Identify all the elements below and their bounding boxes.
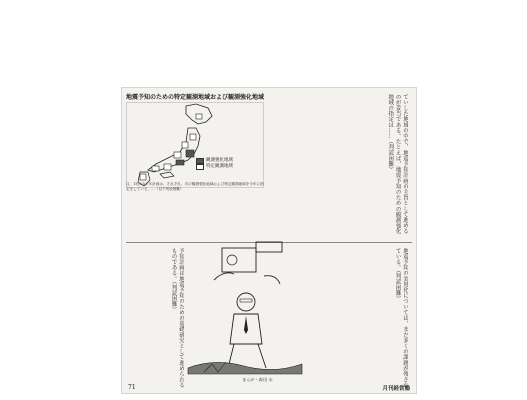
cartoon-credit: まんが・森田 永 bbox=[242, 377, 273, 382]
map-frame bbox=[127, 103, 264, 188]
specific-region-chugoku bbox=[152, 166, 159, 171]
map-note: 注．1回の5ヵ年計画は，それぞれ，次の観測強化地域および特定観測地域を今年に指定をしている，…（以下判読困難） bbox=[126, 182, 264, 191]
map-title: 地震予知のための特定観測地域および観測強化地域 bbox=[126, 94, 265, 101]
strengthening-region-tokai bbox=[176, 160, 184, 165]
specific-region-hokkaido bbox=[196, 114, 202, 119]
cartoon-tower bbox=[256, 242, 282, 252]
magazine-page bbox=[122, 88, 416, 393]
specific-region-kinki bbox=[164, 164, 171, 170]
map-legend bbox=[196, 158, 233, 170]
legend-label: 観測強化地域 bbox=[206, 158, 233, 163]
page-number: 71 bbox=[128, 384, 136, 391]
cartoon-arms bbox=[214, 273, 280, 284]
strengthening-region-kanto bbox=[186, 150, 194, 157]
legend-swatch-light bbox=[196, 164, 204, 170]
specific-region-kyushu bbox=[140, 174, 146, 180]
body-column-top-right: ていした地域の中で，地震予知計画の主旨として進めるのが妥当である。たとえば，地震予知のための観測強化地域の指定は……（判読困難） bbox=[387, 94, 408, 234]
body-column-bottom-right: 地震予知の実用化については，まだ多くの課題が残されている。（判読困難） bbox=[394, 248, 408, 388]
cartoon-ground bbox=[188, 362, 302, 374]
legend-label: 特定観測地域 bbox=[206, 164, 233, 169]
specific-region-niigata bbox=[182, 142, 188, 148]
shikoku-outline bbox=[160, 172, 174, 178]
legend-item-specific-observation bbox=[196, 164, 233, 170]
specific-region-tohoku bbox=[190, 134, 196, 140]
cartoon-tie bbox=[244, 316, 248, 334]
body-column-bottom-left: 予知計画は地震予知のための基礎研究として進められるものである。（判読困難） bbox=[170, 248, 184, 388]
cartoon-glasses bbox=[240, 299, 252, 302]
cartoon-illustration bbox=[184, 240, 306, 380]
magazine-name: 月刊経営塾 bbox=[382, 386, 410, 392]
japan-map bbox=[126, 102, 264, 188]
specific-region-chubu bbox=[174, 152, 181, 158]
cartoon-atom-symbol bbox=[227, 255, 237, 265]
